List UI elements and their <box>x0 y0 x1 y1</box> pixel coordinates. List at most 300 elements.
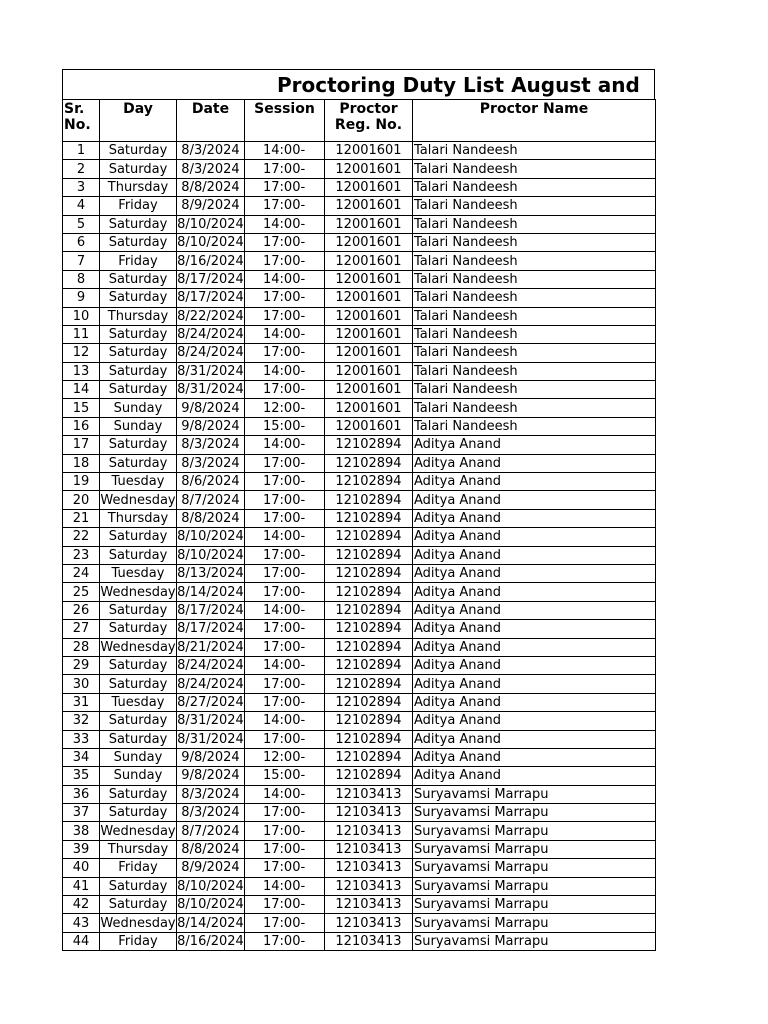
day-cell[interactable]: Tuesday <box>100 693 177 711</box>
day-cell[interactable]: Saturday <box>100 344 177 362</box>
reg-no-cell[interactable]: 12102894 <box>325 528 413 546</box>
date-cell[interactable]: 8/31/2024 <box>177 382 244 398</box>
name-cell[interactable]: Aditya Anand <box>413 656 656 674</box>
session-cell[interactable]: 17:00- <box>245 693 325 711</box>
sr-no-cell[interactable]: 3 <box>63 178 100 196</box>
date-cell[interactable]: 8/8/2024 <box>177 840 245 858</box>
session-cell[interactable]: 17:00- <box>245 491 325 509</box>
day-cell[interactable]: Wednesday <box>100 639 176 655</box>
sr-no-cell[interactable]: 31 <box>63 693 100 711</box>
name-cell[interactable]: Talari Nandeesh <box>413 215 656 233</box>
date-cell[interactable]: 8/10/2024 <box>177 216 244 232</box>
reg-no-cell[interactable]: 12103413 <box>325 932 413 950</box>
name-cell[interactable]: Talari Nandeesh <box>413 289 656 307</box>
session-cell[interactable]: 14:00- <box>245 215 325 233</box>
date-cell[interactable]: 8/27/2024 <box>177 694 244 710</box>
name-cell[interactable]: Suryavamsi Marrapu <box>413 932 656 950</box>
date-cell[interactable]: 8/3/2024 <box>177 804 245 822</box>
sr-no-cell[interactable]: 15 <box>63 399 100 417</box>
reg-no-cell[interactable]: 12001601 <box>325 417 413 435</box>
session-cell[interactable]: 17:00- <box>245 564 325 582</box>
reg-no-cell[interactable]: 12102894 <box>325 546 413 564</box>
table-row <box>63 381 656 399</box>
sr-no-cell[interactable]: 35 <box>63 767 100 785</box>
day-cell[interactable]: Saturday <box>100 601 177 619</box>
name-cell[interactable]: Talari Nandeesh <box>413 362 656 380</box>
reg-no-cell[interactable]: 12001601 <box>325 307 413 325</box>
name-cell[interactable]: Suryavamsi Marrapu <box>413 840 656 858</box>
table-row <box>63 270 656 288</box>
sr-no-cell[interactable]: 1 <box>63 142 100 160</box>
table-row <box>63 914 656 932</box>
date-cell[interactable]: 8/3/2024 <box>177 142 245 160</box>
name-cell[interactable]: Aditya Anand <box>413 564 656 582</box>
sr-no-cell[interactable]: 8 <box>63 270 100 288</box>
name-cell[interactable]: Talari Nandeesh <box>413 307 656 325</box>
session-cell[interactable]: 15:00- <box>245 767 325 785</box>
sr-no-cell[interactable]: 24 <box>63 564 100 582</box>
sr-no-cell[interactable]: 33 <box>63 730 100 748</box>
name-cell[interactable]: Aditya Anand <box>413 491 656 509</box>
session-cell[interactable]: 17:00- <box>245 509 325 527</box>
day-cell[interactable]: Wednesday <box>100 823 176 839</box>
date-cell[interactable]: 8/24/2024 <box>177 327 244 343</box>
reg-no-cell[interactable]: 12102894 <box>325 509 413 527</box>
table-row <box>63 896 656 914</box>
day-cell[interactable]: Wednesday <box>100 584 176 600</box>
session-cell[interactable]: 17:00- <box>245 583 325 601</box>
reg-no-cell[interactable]: 12102894 <box>325 601 413 619</box>
sr-no-cell[interactable]: 23 <box>63 546 100 564</box>
name-cell[interactable]: Talari Nandeesh <box>413 178 656 196</box>
session-cell[interactable]: 14:00- <box>245 325 325 343</box>
name-cell[interactable]: Suryavamsi Marrapu <box>413 859 656 877</box>
table-row <box>63 344 656 362</box>
reg-no-cell[interactable]: 12103413 <box>325 822 413 840</box>
session-cell[interactable]: 17:00- <box>245 233 325 251</box>
header-date: Date <box>177 100 245 142</box>
session-cell[interactable]: 17:00- <box>245 859 325 877</box>
session-cell[interactable]: 17:00- <box>245 289 325 307</box>
day-cell[interactable]: Saturday <box>100 142 177 160</box>
date-cell[interactable]: 9/8/2024 <box>177 748 245 766</box>
sr-no-cell[interactable]: 16 <box>63 417 100 435</box>
day-cell[interactable]: Saturday <box>100 289 177 307</box>
reg-no-cell[interactable]: 12102894 <box>325 730 413 748</box>
date-cell[interactable]: 8/24/2024 <box>177 676 244 692</box>
name-cell[interactable]: Aditya Anand <box>413 583 656 601</box>
session-cell[interactable]: 17:00- <box>245 620 325 638</box>
reg-no-cell[interactable]: 12001601 <box>325 197 413 215</box>
name-cell[interactable]: Suryavamsi Marrapu <box>413 877 656 895</box>
sr-no-cell[interactable]: 34 <box>63 748 100 766</box>
name-cell[interactable]: Aditya Anand <box>413 546 656 564</box>
reg-no-cell[interactable]: 12102894 <box>325 767 413 785</box>
table-row <box>63 289 656 307</box>
name-cell[interactable]: Aditya Anand <box>413 620 656 638</box>
sr-no-cell[interactable]: 39 <box>63 840 100 858</box>
day-cell[interactable]: Tuesday <box>100 473 177 491</box>
session-cell[interactable]: 14:00- <box>245 712 325 730</box>
session-cell[interactable]: 14:00- <box>245 436 325 454</box>
date-cell[interactable]: 8/17/2024 <box>177 621 244 637</box>
day-cell[interactable]: Saturday <box>100 436 177 454</box>
sr-no-cell[interactable]: 19 <box>63 473 100 491</box>
day-cell[interactable]: Friday <box>100 859 177 877</box>
date-cell[interactable]: 8/3/2024 <box>177 160 245 178</box>
sr-no-cell[interactable]: 12 <box>63 344 100 362</box>
session-cell[interactable]: 14:00- <box>245 601 325 619</box>
session-cell[interactable]: 12:00- <box>245 748 325 766</box>
table-row <box>63 730 656 748</box>
name-cell[interactable]: Talari Nandeesh <box>413 233 656 251</box>
name-cell[interactable]: Talari Nandeesh <box>413 252 656 270</box>
name-cell[interactable]: Aditya Anand <box>413 454 656 472</box>
day-cell[interactable]: Saturday <box>100 730 177 748</box>
sr-no-cell[interactable]: 6 <box>63 233 100 251</box>
sr-no-cell[interactable]: 29 <box>63 656 100 674</box>
table-row <box>63 528 656 546</box>
name-cell[interactable]: Talari Nandeesh <box>413 381 656 399</box>
day-cell[interactable]: Thursday <box>100 840 177 858</box>
day-cell[interactable]: Saturday <box>100 454 177 472</box>
day-cell[interactable]: Sunday <box>100 748 177 766</box>
session-cell[interactable]: 15:00- <box>245 417 325 435</box>
name-cell[interactable]: Aditya Anand <box>413 730 656 748</box>
name-cell[interactable]: Aditya Anand <box>413 473 656 491</box>
date-cell[interactable]: 9/8/2024 <box>177 399 245 417</box>
name-cell[interactable]: Aditya Anand <box>413 767 656 785</box>
date-cell[interactable]: 8/10/2024 <box>177 235 244 251</box>
sr-no-cell[interactable]: 38 <box>63 822 100 840</box>
reg-no-cell[interactable]: 12001601 <box>325 325 413 343</box>
session-cell[interactable]: 17:00- <box>245 730 325 748</box>
reg-no-cell[interactable]: 12001601 <box>325 142 413 160</box>
date-cell[interactable]: 8/7/2024 <box>177 491 245 509</box>
reg-no-cell[interactable]: 12001601 <box>325 215 413 233</box>
session-cell[interactable]: 14:00- <box>245 877 325 895</box>
name-cell[interactable]: Talari Nandeesh <box>413 417 656 435</box>
session-cell[interactable]: 17:00- <box>245 822 325 840</box>
reg-no-cell[interactable]: 12001601 <box>325 178 413 196</box>
sr-no-cell[interactable]: 7 <box>63 252 100 270</box>
table-row <box>63 656 656 674</box>
sr-no-cell[interactable]: 44 <box>63 932 100 950</box>
sr-no-cell[interactable]: 17 <box>63 436 100 454</box>
reg-no-cell[interactable]: 12102894 <box>325 675 413 693</box>
day-cell[interactable]: Saturday <box>100 896 177 914</box>
sr-no-cell[interactable]: 20 <box>63 491 100 509</box>
day-cell[interactable]: Friday <box>100 252 177 270</box>
session-cell[interactable]: 17:00- <box>245 546 325 564</box>
reg-no-cell[interactable]: 12102894 <box>325 693 413 711</box>
table-row <box>63 197 656 215</box>
session-cell[interactable]: 17:00- <box>245 896 325 914</box>
duty-table <box>62 99 656 951</box>
date-cell[interactable]: 8/3/2024 <box>177 454 245 472</box>
reg-no-cell[interactable]: 12103413 <box>325 877 413 895</box>
date-cell[interactable]: 8/16/2024 <box>177 933 244 949</box>
reg-no-cell[interactable]: 12001601 <box>325 233 413 251</box>
session-cell[interactable]: 14:00- <box>245 785 325 803</box>
sr-no-cell[interactable]: 30 <box>63 675 100 693</box>
day-cell[interactable]: Friday <box>100 932 177 950</box>
name-cell[interactable]: Talari Nandeesh <box>413 270 656 288</box>
sr-no-cell[interactable]: 41 <box>63 877 100 895</box>
date-cell[interactable]: 8/17/2024 <box>177 290 244 306</box>
day-cell[interactable]: Sunday <box>100 399 177 417</box>
sr-no-cell[interactable]: 43 <box>63 914 100 932</box>
sr-no-cell[interactable]: 25 <box>63 583 100 601</box>
sr-no-cell[interactable]: 32 <box>63 712 100 730</box>
reg-no-cell[interactable]: 12103413 <box>325 914 413 932</box>
session-cell[interactable]: 17:00- <box>245 381 325 399</box>
session-cell[interactable]: 17:00- <box>245 840 325 858</box>
name-cell[interactable]: Aditya Anand <box>413 528 656 546</box>
day-cell[interactable]: Saturday <box>100 381 177 399</box>
header-row <box>63 100 656 142</box>
sr-no-cell[interactable]: 18 <box>63 454 100 472</box>
date-cell[interactable]: 8/22/2024 <box>177 308 244 324</box>
day-cell[interactable]: Saturday <box>100 804 177 822</box>
reg-no-cell[interactable]: 12001601 <box>325 270 413 288</box>
sr-no-cell[interactable]: 9 <box>63 289 100 307</box>
sr-no-cell[interactable]: 28 <box>63 638 100 656</box>
reg-no-cell[interactable]: 12103413 <box>325 804 413 822</box>
day-cell[interactable]: Saturday <box>100 270 177 288</box>
reg-no-cell[interactable]: 12001601 <box>325 381 413 399</box>
sr-no-cell[interactable]: 21 <box>63 509 100 527</box>
table-row <box>63 767 656 785</box>
reg-no-cell[interactable]: 12102894 <box>325 656 413 674</box>
day-cell[interactable]: Saturday <box>100 877 177 895</box>
date-cell[interactable]: 8/3/2024 <box>177 785 245 803</box>
header-session: Session <box>245 100 325 142</box>
day-cell[interactable]: Sunday <box>100 417 177 435</box>
reg-no-cell[interactable]: 12001601 <box>325 399 413 417</box>
date-cell[interactable]: 8/10/2024 <box>177 529 244 545</box>
day-cell[interactable]: Saturday <box>100 215 177 233</box>
date-cell[interactable]: 9/8/2024 <box>177 417 245 435</box>
name-cell[interactable]: Suryavamsi Marrapu <box>413 804 656 822</box>
sr-no-cell[interactable]: 4 <box>63 197 100 215</box>
reg-no-cell[interactable]: 12103413 <box>325 896 413 914</box>
sr-no-cell[interactable]: 5 <box>63 215 100 233</box>
sr-no-cell[interactable]: 10 <box>63 307 100 325</box>
date-cell[interactable]: 8/31/2024 <box>177 363 244 379</box>
date-cell[interactable]: 8/7/2024 <box>177 822 245 840</box>
session-cell[interactable]: 17:00- <box>245 160 325 178</box>
day-cell[interactable]: Saturday <box>100 546 177 564</box>
table-row <box>63 509 656 527</box>
session-cell[interactable]: 17:00- <box>245 307 325 325</box>
sr-no-cell[interactable]: 14 <box>63 381 100 399</box>
date-cell[interactable]: 8/16/2024 <box>177 253 244 269</box>
date-cell[interactable]: 8/14/2024 <box>177 584 244 600</box>
reg-no-cell[interactable]: 12001601 <box>325 362 413 380</box>
session-cell[interactable]: 17:00- <box>245 914 325 932</box>
reg-no-cell[interactable]: 12102894 <box>325 436 413 454</box>
day-cell[interactable]: Tuesday <box>100 564 177 582</box>
reg-no-cell[interactable]: 12102894 <box>325 473 413 491</box>
name-cell[interactable]: Suryavamsi Marrapu <box>413 785 656 803</box>
day-cell[interactable]: Wednesday <box>100 492 176 508</box>
table-row <box>63 142 656 160</box>
session-cell[interactable]: 17:00- <box>245 344 325 362</box>
name-cell[interactable]: Aditya Anand <box>413 693 656 711</box>
day-cell[interactable]: Saturday <box>100 233 177 251</box>
sr-no-cell[interactable]: 22 <box>63 528 100 546</box>
day-cell[interactable]: Thursday <box>100 509 177 527</box>
table-row <box>63 325 656 343</box>
name-cell[interactable]: Talari Nandeesh <box>413 344 656 362</box>
header-proctor-reg-no: Proctor Reg. No. <box>325 100 413 142</box>
table-row <box>63 693 656 711</box>
table-row <box>63 436 656 454</box>
reg-no-cell[interactable]: 12102894 <box>325 583 413 601</box>
sr-no-cell[interactable]: 37 <box>63 804 100 822</box>
table-row <box>63 307 656 325</box>
day-cell[interactable]: Saturday <box>100 325 177 343</box>
name-cell[interactable]: Talari Nandeesh <box>413 399 656 417</box>
date-cell[interactable]: 8/6/2024 <box>177 473 245 491</box>
reg-no-cell[interactable]: 12001601 <box>325 289 413 307</box>
name-cell[interactable]: Aditya Anand <box>413 436 656 454</box>
date-cell[interactable]: 8/31/2024 <box>177 731 244 747</box>
date-cell[interactable]: 8/10/2024 <box>177 878 244 894</box>
date-cell[interactable]: 8/3/2024 <box>177 436 245 454</box>
day-cell[interactable]: Saturday <box>100 785 177 803</box>
name-cell[interactable]: Talari Nandeesh <box>413 197 656 215</box>
name-cell[interactable]: Aditya Anand <box>413 748 656 766</box>
reg-no-cell[interactable]: 12102894 <box>325 712 413 730</box>
date-cell[interactable]: 8/17/2024 <box>177 602 244 618</box>
date-cell[interactable]: 9/8/2024 <box>177 767 245 785</box>
reg-no-cell[interactable]: 12103413 <box>325 859 413 877</box>
title-row <box>62 69 655 99</box>
reg-no-cell[interactable]: 12103413 <box>325 840 413 858</box>
reg-no-cell[interactable]: 12001601 <box>325 344 413 362</box>
day-cell[interactable]: Wednesday <box>100 915 176 931</box>
sr-no-cell[interactable]: 42 <box>63 896 100 914</box>
session-cell[interactable]: 17:00- <box>245 932 325 950</box>
header-day: Day <box>100 100 177 142</box>
day-cell[interactable]: Saturday <box>100 528 177 546</box>
session-cell[interactable]: 17:00- <box>245 454 325 472</box>
reg-no-cell[interactable]: 12102894 <box>325 748 413 766</box>
date-cell[interactable]: 8/13/2024 <box>177 566 244 582</box>
session-cell[interactable]: 14:00- <box>245 362 325 380</box>
reg-no-cell[interactable]: 12102894 <box>325 638 413 656</box>
session-cell[interactable]: 17:00- <box>245 252 325 270</box>
table-row <box>63 712 656 730</box>
sr-no-cell[interactable]: 36 <box>63 785 100 803</box>
table-row <box>63 491 656 509</box>
name-cell[interactable]: Aditya Anand <box>413 712 656 730</box>
table-row <box>63 877 656 895</box>
day-cell[interactable]: Saturday <box>100 362 177 380</box>
session-cell[interactable]: 17:00- <box>245 197 325 215</box>
date-cell[interactable]: 8/8/2024 <box>177 178 245 196</box>
name-cell[interactable]: Suryavamsi Marrapu <box>413 914 656 932</box>
day-cell[interactable]: Saturday <box>100 712 177 730</box>
table-row <box>63 473 656 491</box>
date-cell[interactable]: 8/21/2024 <box>177 639 244 655</box>
date-cell[interactable]: 8/9/2024 <box>177 859 245 877</box>
table-row <box>63 417 656 435</box>
day-cell[interactable]: Saturday <box>100 160 177 178</box>
name-cell[interactable]: Aditya Anand <box>413 675 656 693</box>
day-cell[interactable]: Saturday <box>100 656 177 674</box>
day-cell[interactable]: Saturday <box>100 620 177 638</box>
name-cell[interactable]: Aditya Anand <box>413 638 656 656</box>
reg-no-cell[interactable]: 12102894 <box>325 454 413 472</box>
session-cell[interactable]: 17:00- <box>245 178 325 196</box>
date-cell[interactable]: 8/17/2024 <box>177 271 244 287</box>
date-cell[interactable]: 8/10/2024 <box>177 547 244 563</box>
date-cell[interactable]: 8/10/2024 <box>177 897 244 913</box>
reg-no-cell[interactable]: 12102894 <box>325 564 413 582</box>
date-cell[interactable]: 8/9/2024 <box>177 197 245 215</box>
session-cell[interactable]: 14:00- <box>245 528 325 546</box>
day-cell[interactable]: Thursday <box>100 178 177 196</box>
table-row <box>63 399 656 417</box>
reg-no-cell[interactable]: 12102894 <box>325 491 413 509</box>
day-cell[interactable]: Sunday <box>100 767 177 785</box>
table-row <box>63 362 656 380</box>
reg-no-cell[interactable]: 12001601 <box>325 160 413 178</box>
sr-no-cell[interactable]: 40 <box>63 859 100 877</box>
session-cell[interactable]: 12:00- <box>245 399 325 417</box>
sr-no-cell[interactable]: 13 <box>63 362 100 380</box>
table-row <box>63 748 656 766</box>
reg-no-cell[interactable]: 12102894 <box>325 620 413 638</box>
name-cell[interactable]: Aditya Anand <box>413 509 656 527</box>
date-cell[interactable]: 8/24/2024 <box>177 345 244 361</box>
table-row <box>63 160 656 178</box>
name-cell[interactable]: Talari Nandeesh <box>413 160 656 178</box>
sr-no-cell[interactable]: 27 <box>63 620 100 638</box>
session-cell[interactable]: 17:00- <box>245 473 325 491</box>
reg-no-cell[interactable]: 12103413 <box>325 785 413 803</box>
session-cell[interactable]: 14:00- <box>245 656 325 674</box>
session-cell[interactable]: 17:00- <box>245 638 325 656</box>
name-cell[interactable]: Suryavamsi Marrapu <box>413 822 656 840</box>
table-row <box>63 620 656 638</box>
name-cell[interactable]: Talari Nandeesh <box>413 142 656 160</box>
day-cell[interactable]: Friday <box>100 197 177 215</box>
day-cell[interactable]: Thursday <box>100 307 177 325</box>
session-cell[interactable]: 14:00- <box>245 142 325 160</box>
session-cell[interactable]: 17:00- <box>245 804 325 822</box>
session-cell[interactable]: 14:00- <box>245 270 325 288</box>
spreadsheet <box>62 69 655 951</box>
reg-no-cell[interactable]: 12001601 <box>325 252 413 270</box>
sr-no-cell[interactable]: 11 <box>63 325 100 343</box>
date-cell[interactable]: 8/24/2024 <box>177 658 244 674</box>
name-cell[interactable]: Suryavamsi Marrapu <box>413 896 656 914</box>
session-cell[interactable]: 17:00- <box>245 675 325 693</box>
name-cell[interactable]: Aditya Anand <box>413 601 656 619</box>
sr-no-cell[interactable]: 2 <box>63 160 100 178</box>
date-cell[interactable]: 8/31/2024 <box>177 713 244 729</box>
date-cell[interactable]: 8/14/2024 <box>177 915 244 931</box>
date-cell[interactable]: 8/8/2024 <box>177 509 245 527</box>
name-cell[interactable]: Talari Nandeesh <box>413 325 656 343</box>
sr-no-cell[interactable]: 26 <box>63 601 100 619</box>
day-cell[interactable]: Saturday <box>100 675 177 693</box>
table-body <box>63 142 656 951</box>
